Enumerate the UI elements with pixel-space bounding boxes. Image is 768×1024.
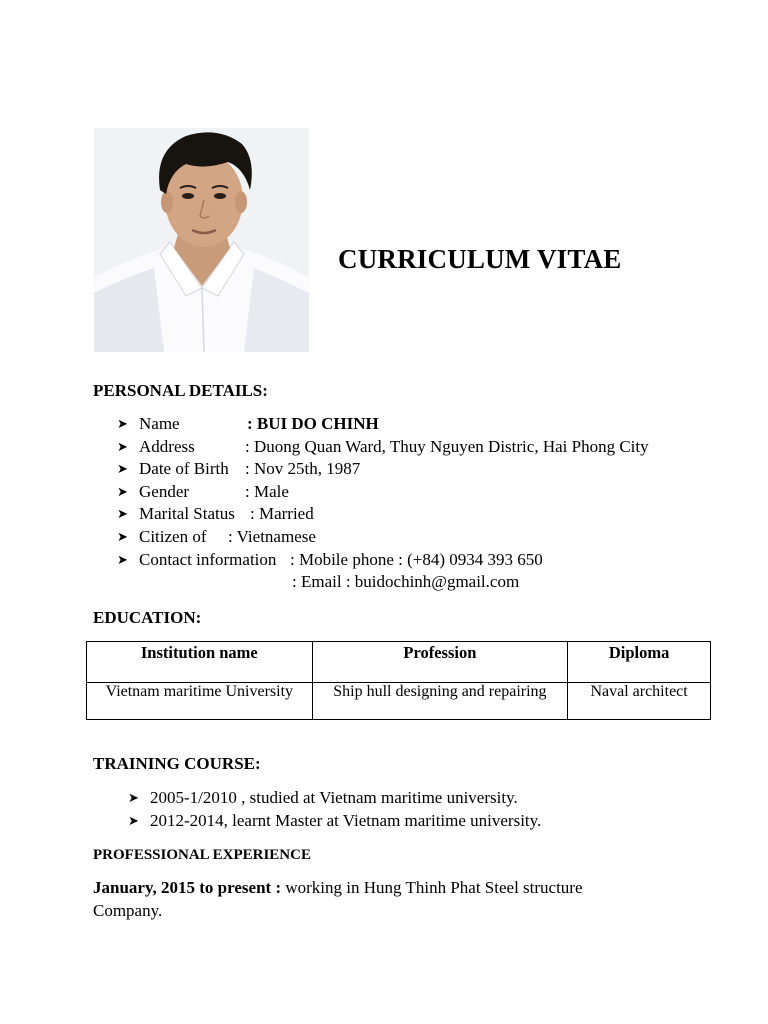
education-heading: EDUCATION: — [93, 608, 202, 627]
personal-details-heading: PERSONAL DETAILS: — [93, 381, 268, 400]
column-header: Institution name — [87, 642, 313, 683]
profile-photo — [94, 128, 309, 352]
name-label: Name — [139, 414, 180, 433]
experience-period: January, 2015 to present : — [93, 878, 282, 897]
contact-email: : Email : buidochinh@gmail.com — [292, 572, 520, 592]
table-cell: Ship hull designing and repairing — [312, 683, 568, 720]
arrowhead-bullet-icon: ➤ — [117, 551, 128, 567]
education-table — [86, 641, 711, 720]
arrowhead-bullet-icon: ➤ — [117, 506, 128, 522]
name-value: : BUI DO CHINH — [247, 414, 379, 433]
page-title: CURRICULUM VITAE — [338, 244, 622, 274]
table-header-row — [87, 642, 711, 683]
gender-value: : Male — [245, 481, 289, 501]
dob-value: : Nov 25th, 1987 — [245, 459, 361, 479]
table-cell: Vietnam maritime University — [87, 683, 313, 720]
table-cell: Naval architect — [568, 683, 711, 720]
marital-status-label: Marital Status — [139, 504, 235, 524]
table-row — [87, 683, 711, 720]
arrowhead-bullet-icon: ➤ — [117, 416, 128, 431]
experience-heading: PROFESSIONAL EXPERIENCE — [93, 847, 311, 863]
marital-status-value: : Married — [250, 504, 314, 524]
experience-description: working in Hung Thinh Phat Steel structure Company. — [93, 878, 583, 920]
training-heading: TRAINING COURSE: — [93, 754, 261, 773]
citizen-label: Citizen of — [139, 526, 207, 546]
dob-label: Date of Birth — [139, 459, 229, 479]
gender-label: Gender — [139, 481, 190, 501]
arrowhead-bullet-icon: ➤ — [117, 438, 128, 454]
arrowhead-bullet-icon: ➤ — [117, 483, 128, 499]
contact-label: Contact information — [139, 549, 277, 569]
address-label: Address — [139, 436, 195, 456]
arrowhead-bullet-icon: ➤ — [128, 790, 139, 805]
contact-phone: : Mobile phone : (+84) 0934 393 650 — [290, 549, 543, 569]
column-header: Diploma — [568, 642, 711, 683]
arrowhead-bullet-icon: ➤ — [117, 461, 128, 477]
arrowhead-bullet-icon: ➤ — [128, 812, 139, 828]
experience-entry — [93, 876, 653, 922]
column-header: Profession — [312, 642, 568, 683]
training-item: 2005-1/2010 , studied at Vietnam maritime university. — [150, 788, 518, 807]
training-item: 2012-2014, learnt Master at Vietnam maritime university. — [150, 810, 542, 830]
arrowhead-bullet-icon: ➤ — [117, 528, 128, 544]
citizen-value: : Vietnamese — [228, 526, 316, 546]
address-value: : Duong Quan Ward, Thuy Nguyen Distric, Hai Phong City — [245, 436, 649, 456]
